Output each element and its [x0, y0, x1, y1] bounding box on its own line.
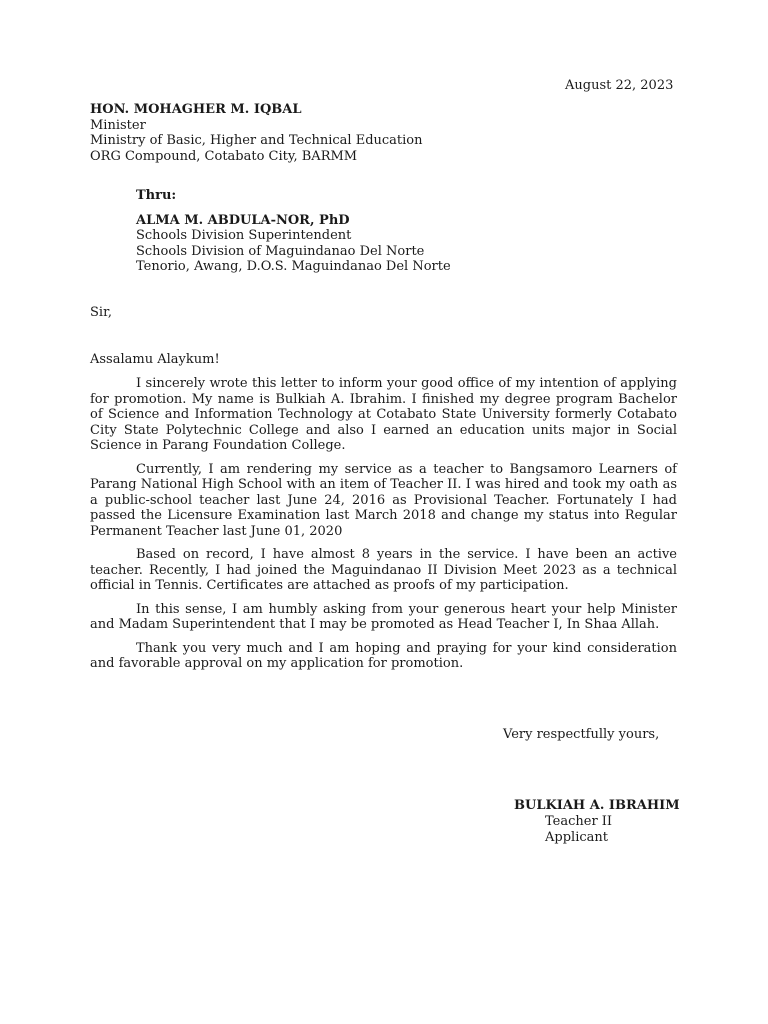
signatory-block — [545, 814, 612, 845]
closing: Very respectfully yours, — [503, 727, 660, 742]
body-paragraph-3: Based on record, I have almost 8 years in the service. I have been an active teacher. Recently, I had joined the Maguindanao II Division Meet 2023 as a technical official in Tennis. Certificates are attached as proofs of my participation. — [90, 547, 677, 593]
thru-block — [136, 188, 451, 275]
thru-address: Tenorio, Awang, D.O.S. Maguindanao Del Norte — [136, 259, 451, 274]
signatory-name: BULKIAH A. IBRAHIM — [514, 798, 680, 813]
body-paragraph-2: Currently, I am rendering my service as a teacher to Bangsamoro Learners of Parang National High School with an item of Teacher II. I was hired and took my oath as a public-school teacher last June 24, 2016 as Provisional Teacher. Fortunately I had passed the Licensure Examination last March 2018 and change my status into Regular Permanent Teacher last June 01, 2020 — [90, 461, 677, 539]
signatory-title: Teacher II — [545, 814, 613, 829]
thru-name: ALMA M. ABDULA-NOR, PhD — [136, 212, 350, 228]
letter-body — [90, 376, 677, 680]
letter-date: August 22, 2023 — [565, 78, 674, 93]
greeting: Assalamu Alaykum! — [90, 352, 220, 367]
signatory-role: Applicant — [545, 829, 608, 845]
body-paragraph-1: I sincerely wrote this letter to inform your good office of my intention of applying for promotion. My name is Bulkiah A. Ibrahim. I finished my degree program Bachelor of Science and Information Technology at Cotabato State University formerly Cotabato City State Polytechnic College and also I earned an education units major in Social Science in Parang Foundation College. — [90, 376, 677, 453]
recipient-title: Minister — [90, 117, 146, 133]
recipient-org: Ministry of Basic, Higher and Technical Education — [90, 133, 423, 148]
salutation: Sir, — [90, 305, 112, 320]
body-paragraph-5: Thank you very much and I am hoping and praying for your kind consideration and favorable approval on my application for promotion. — [90, 640, 677, 671]
thru-label: Thru: — [136, 188, 177, 203]
recipient-block — [90, 102, 423, 164]
recipient-name: HON. MOHAGHER M. IQBAL — [90, 102, 302, 117]
body-paragraph-4: In this sense, I am humbly asking from your generous heart your help Minister and Madam Superintendent that I may be promoted as Head Teacher I, In Shaa Allah. — [90, 601, 677, 632]
thru-title: Schools Division Superintendent — [136, 228, 352, 243]
recipient-address: ORG Compound, Cotabato City, BARMM — [90, 148, 358, 164]
thru-org: Schools Division of Maguindanao Del Norte — [136, 243, 425, 259]
